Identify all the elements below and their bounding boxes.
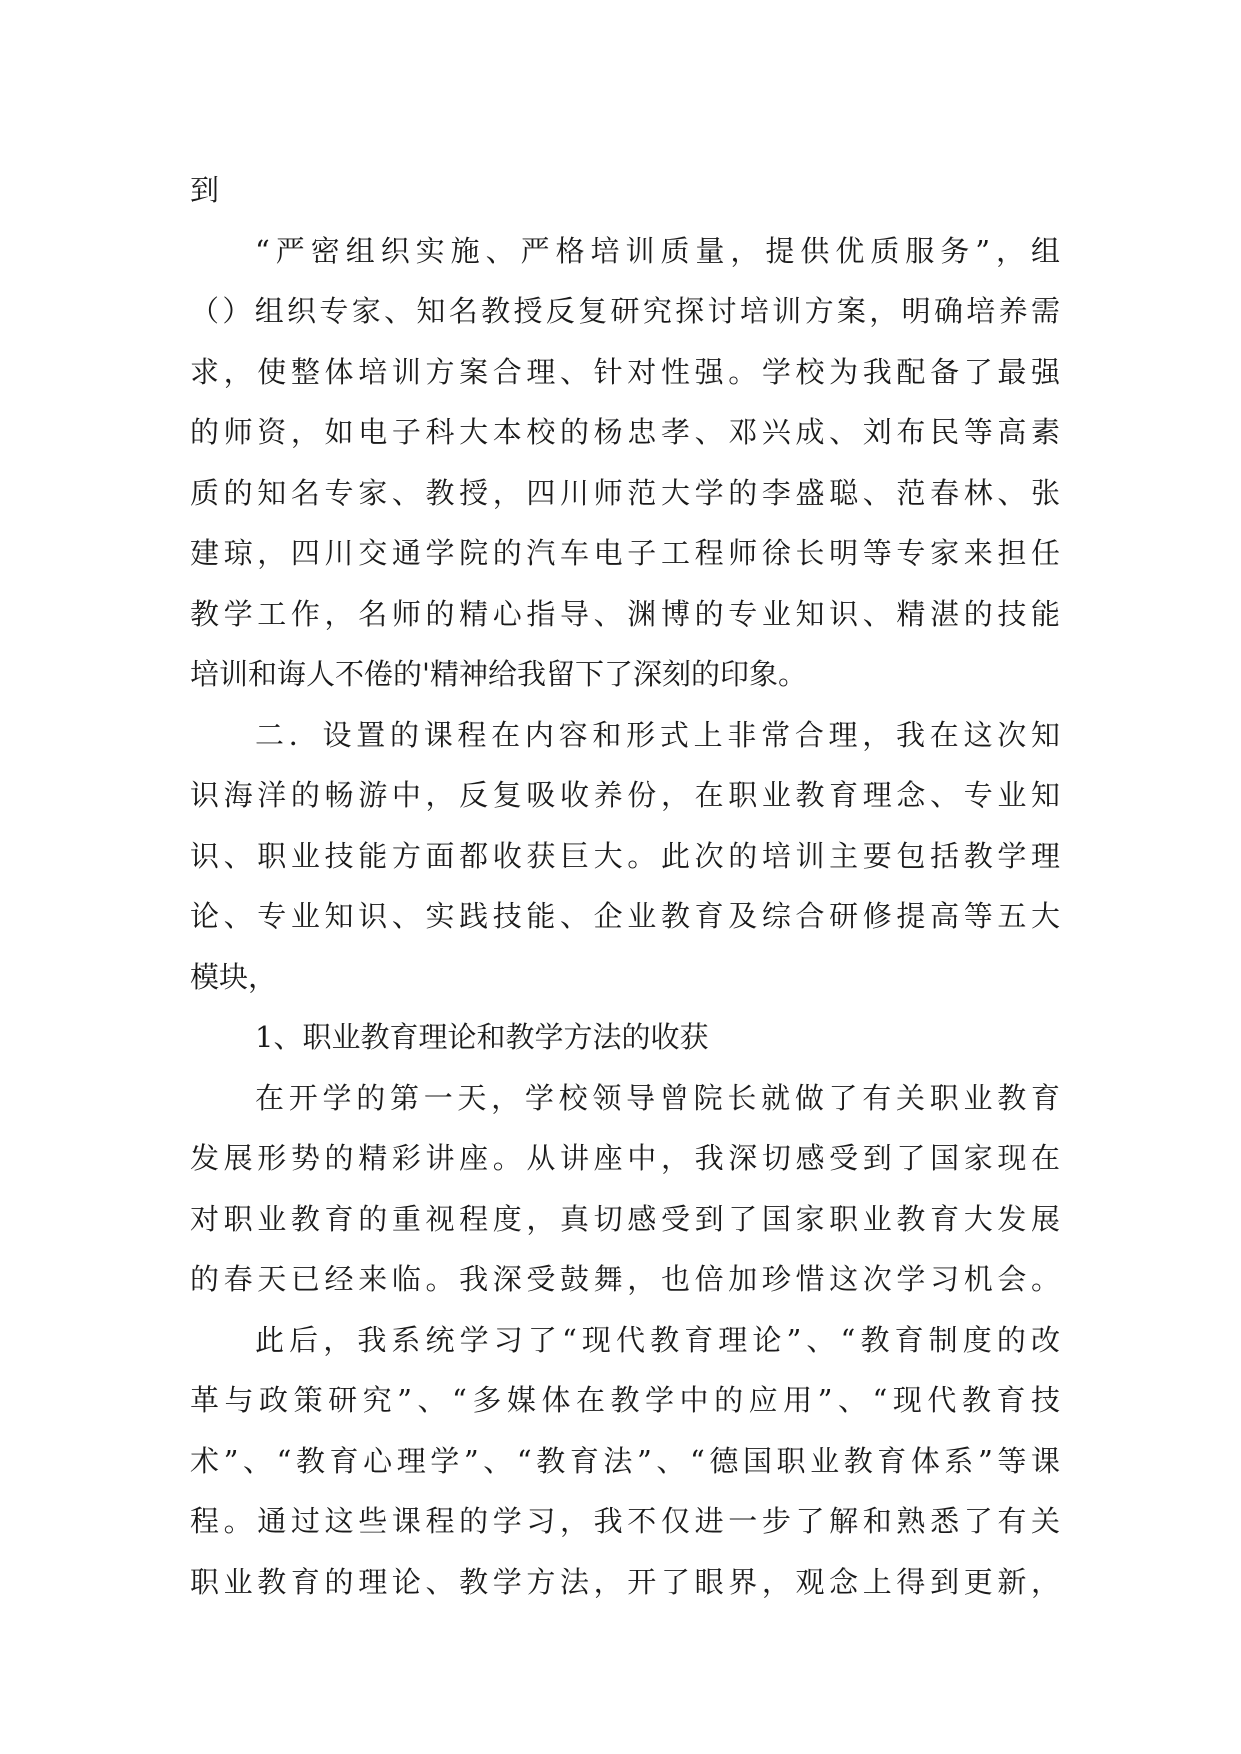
text-line: 发展形势的精彩讲座。从讲座中，我深切感受到了国家现在 bbox=[190, 1141, 1060, 1175]
text-line: 到 bbox=[190, 173, 220, 207]
text-line: 教学工作，名师的精心指导、渊博的专业知识、精湛的技能 bbox=[190, 596, 1060, 631]
text-line: （）组织专家、知名教授反复研究探讨培训方案，明确培养需 bbox=[190, 294, 1060, 328]
text-line: 术”、“教育心理学”、“教育法”、“德国职业教育体系”等课 bbox=[190, 1443, 1060, 1478]
text-line: 质的知名专家、教授，四川师范大学的李盛聪、范春林、张 bbox=[190, 475, 1060, 510]
text-line: 求，使整体培训方案合理、针对性强。学校为我配备了最强 bbox=[190, 354, 1060, 389]
text-line: 此后，我系统学习了“现代教育理论”、“教育制度的改 bbox=[255, 1322, 1060, 1357]
text-line: 革与政策研究”、“多媒体在教学中的应用”、“现代教育技 bbox=[190, 1383, 1060, 1417]
text-line: 的师资，如电子科大本校的杨忠孝、邓兴成、刘布民等高素 bbox=[190, 415, 1060, 449]
text-line: “严密组织实施、严格培训质量，提供优质服务”，组 bbox=[255, 233, 1060, 268]
text-line: 二．设置的课程在内容和形式上非常合理，我在这次知 bbox=[255, 717, 1060, 752]
text-line: 的春天已经来临。我深受鼓舞，也倍加珍惜这次学习机会。 bbox=[190, 1262, 1060, 1296]
document-body bbox=[190, 160, 1060, 1612]
text-line: 模块， bbox=[190, 959, 278, 994]
text-line: 建琼，四川交通学院的汽车电子工程师徐长明等专家来担任 bbox=[190, 536, 1060, 570]
text-line: 1、职业教育理论和教学方法的收获 bbox=[255, 1020, 709, 1054]
text-line: 在开学的第一天，学校领导曾院长就做了有关职业教育 bbox=[255, 1080, 1060, 1115]
text-line: 职业教育的理论、教学方法，开了眼界，观念上得到更新， bbox=[190, 1564, 1060, 1599]
text-line: 培训和诲人不倦的'精神给我留下了深刻的印象。 bbox=[190, 657, 807, 691]
text-line: 识、职业技能方面都收获巨大。此次的培训主要包括教学理 bbox=[190, 838, 1060, 873]
text-line: 程。通过这些课程的学习，我不仅进一步了解和熟悉了有关 bbox=[190, 1504, 1060, 1538]
text-line: 识海洋的畅游中，反复吸收养份，在职业教育理念、专业知 bbox=[190, 778, 1060, 812]
text-line: 论、专业知识、实践技能、企业教育及综合研修提高等五大 bbox=[190, 899, 1060, 933]
text-line: 对职业教育的重视程度，真切感受到了国家职业教育大发展 bbox=[190, 1201, 1060, 1236]
